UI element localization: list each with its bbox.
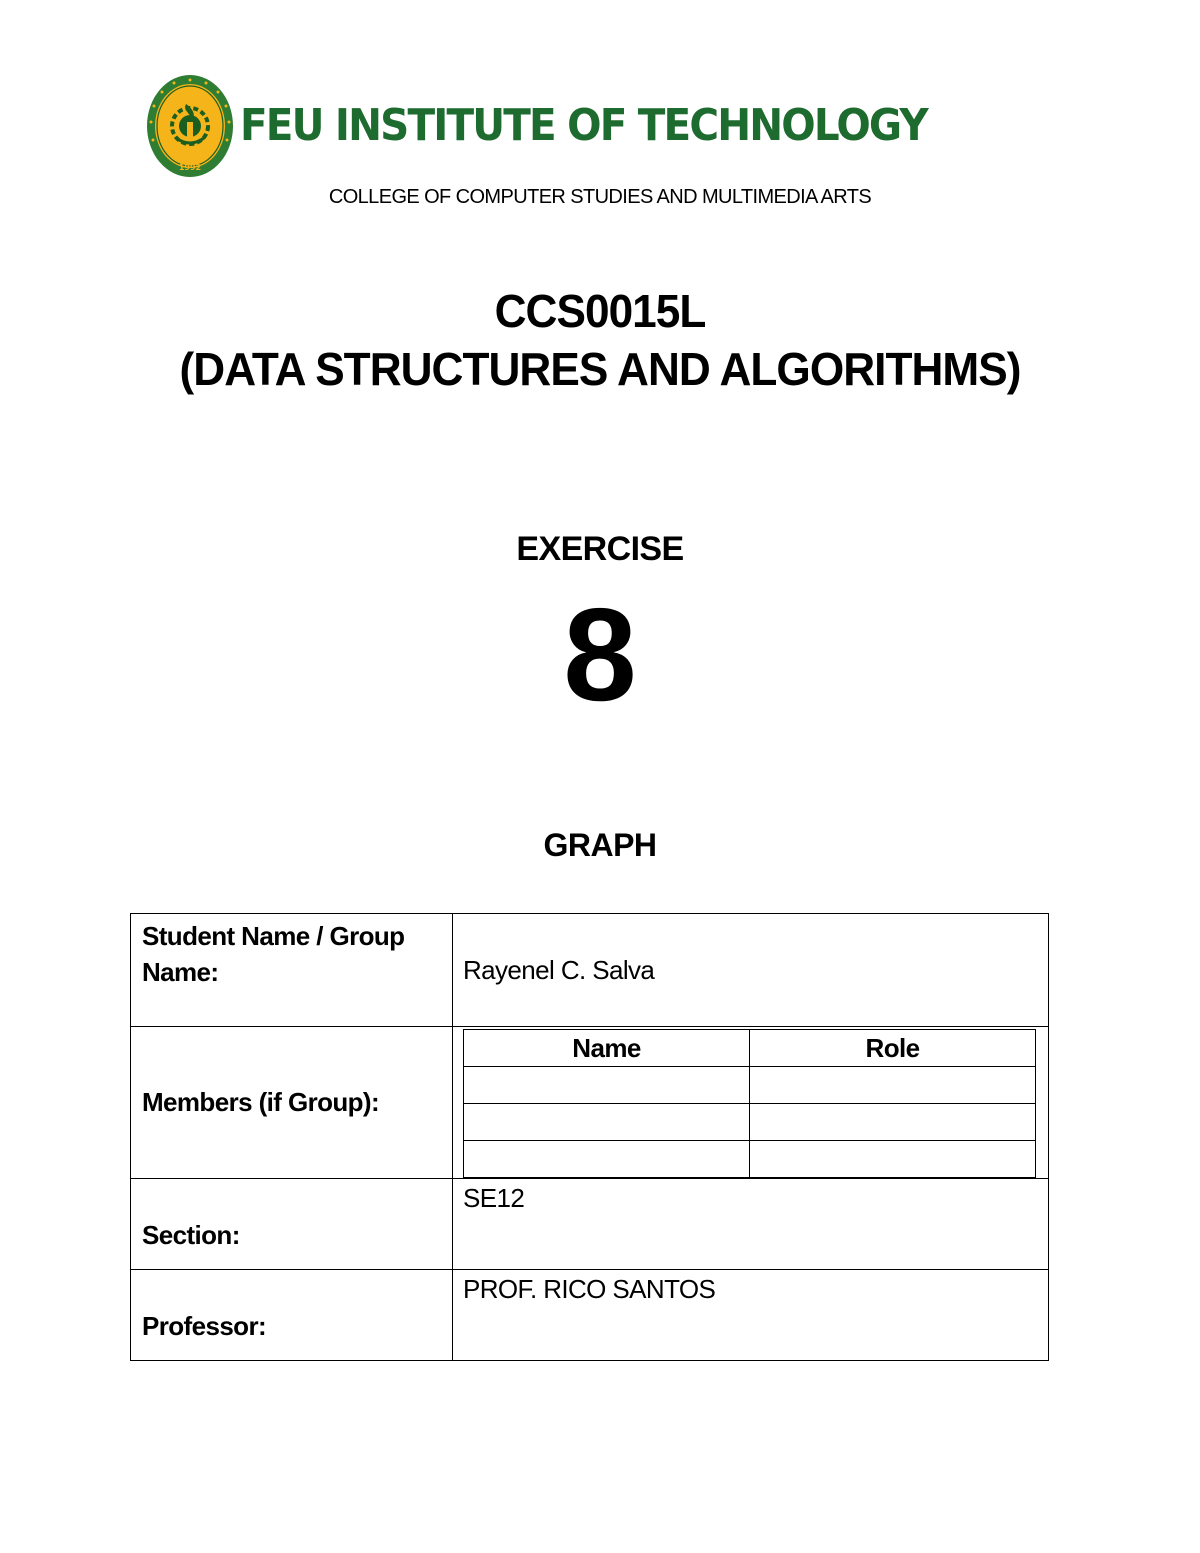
member-role-cell[interactable]: [750, 1104, 1036, 1141]
student-name-row: [131, 914, 1049, 1027]
member-role-cell[interactable]: [750, 1141, 1036, 1178]
members-cell: [453, 1027, 1049, 1179]
member-name-cell[interactable]: [464, 1104, 750, 1141]
table-row: [464, 1141, 1036, 1178]
member-name-cell[interactable]: [464, 1067, 750, 1104]
student-name-value[interactable]: Rayenel C. Salva: [453, 914, 1049, 1027]
institute-seal-icon: [146, 74, 234, 178]
professor-value[interactable]: PROF. RICO SANTOS: [453, 1270, 1049, 1361]
member-role-cell[interactable]: [750, 1067, 1036, 1104]
exercise-label: EXERCISE: [516, 530, 684, 568]
section-value[interactable]: SE12: [453, 1179, 1049, 1270]
members-column-name: Name: [464, 1030, 750, 1067]
svg-text:1992: 1992: [178, 163, 202, 172]
table-row: [464, 1067, 1036, 1104]
exercise-topic: GRAPH: [543, 827, 657, 863]
college-name: COLLEGE OF COMPUTER STUDIES AND MULTIMEDIA ARTS: [328, 186, 872, 208]
members-table: [463, 1029, 1036, 1178]
institute-name: FEU INSTITUTE OF TECHNOLOGY: [240, 100, 927, 151]
members-row: [131, 1027, 1049, 1179]
member-name-cell[interactable]: [464, 1141, 750, 1178]
section-row: [131, 1179, 1049, 1270]
professor-label: Professor:: [131, 1270, 453, 1361]
members-label: Members (if Group):: [131, 1027, 453, 1179]
exercise-number: 8: [563, 581, 637, 728]
professor-row: [131, 1270, 1049, 1361]
section-label: Section:: [131, 1179, 453, 1270]
course-code: CCS0015L: [494, 285, 706, 337]
members-column-role: Role: [750, 1030, 1036, 1067]
course-title: (DATA STRUCTURES AND ALGORITHMS): [179, 343, 1021, 395]
table-row: [464, 1104, 1036, 1141]
student-name-label: Student Name / Group Name:: [131, 914, 453, 1027]
student-info-table: [130, 913, 1049, 1361]
